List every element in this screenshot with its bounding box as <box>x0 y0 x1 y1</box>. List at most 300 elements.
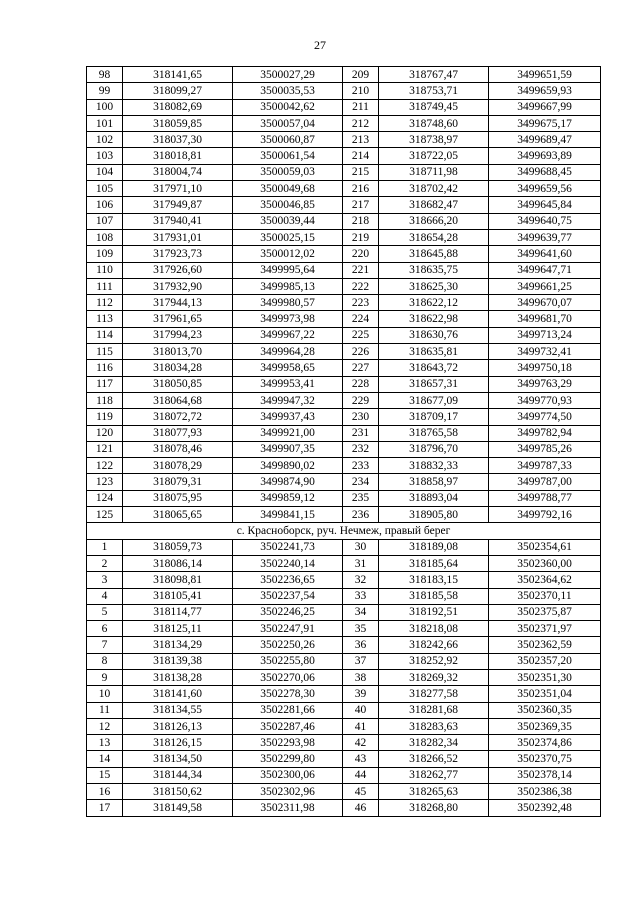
x-coordinate: 318635,75 <box>379 262 489 278</box>
x-coordinate: 318643,72 <box>379 360 489 376</box>
point-number: 119 <box>87 409 123 425</box>
x-coordinate: 318086,14 <box>123 555 233 571</box>
y-coordinate: 3499763,29 <box>489 376 601 392</box>
y-coordinate: 3499859,12 <box>233 490 343 506</box>
x-coordinate: 317923,73 <box>123 246 233 262</box>
point-number: 230 <box>343 409 379 425</box>
point-number: 43 <box>343 751 379 767</box>
y-coordinate: 3499907,35 <box>233 441 343 457</box>
table-row <box>87 637 601 653</box>
point-number: 101 <box>87 115 123 131</box>
y-coordinate: 3502299,80 <box>233 751 343 767</box>
point-number: 217 <box>343 197 379 213</box>
point-number: 14 <box>87 751 123 767</box>
point-number: 226 <box>343 344 379 360</box>
y-coordinate: 3502370,11 <box>489 588 601 604</box>
point-number: 13 <box>87 735 123 751</box>
x-coordinate: 317944,13 <box>123 295 233 311</box>
y-coordinate: 3499659,56 <box>489 181 601 197</box>
x-coordinate: 318064,68 <box>123 392 233 408</box>
point-number: 216 <box>343 181 379 197</box>
x-coordinate: 318281,68 <box>379 702 489 718</box>
table-row <box>87 392 601 408</box>
point-number: 229 <box>343 392 379 408</box>
section-header-block <box>87 523 601 539</box>
point-number: 111 <box>87 278 123 294</box>
x-coordinate: 318677,09 <box>379 392 489 408</box>
x-coordinate: 318738,97 <box>379 132 489 148</box>
y-coordinate: 3499788,77 <box>489 490 601 506</box>
y-coordinate: 3500025,15 <box>233 229 343 245</box>
x-coordinate: 318796,70 <box>379 441 489 457</box>
x-coordinate: 318082,69 <box>123 99 233 115</box>
y-coordinate: 3502246,25 <box>233 604 343 620</box>
point-number: 34 <box>343 604 379 620</box>
y-coordinate: 3502360,00 <box>489 555 601 571</box>
table-row <box>87 507 601 523</box>
point-number: 232 <box>343 441 379 457</box>
x-coordinate: 318072,72 <box>123 409 233 425</box>
table-row <box>87 588 601 604</box>
point-number: 214 <box>343 148 379 164</box>
point-number: 42 <box>343 735 379 751</box>
x-coordinate: 318666,20 <box>379 213 489 229</box>
table-row <box>87 653 601 669</box>
table-row <box>87 751 601 767</box>
y-coordinate: 3499921,00 <box>233 425 343 441</box>
x-coordinate: 318767,47 <box>379 67 489 83</box>
table-row <box>87 327 601 343</box>
x-coordinate: 318268,80 <box>379 800 489 816</box>
point-number: 31 <box>343 555 379 571</box>
y-coordinate: 3502364,62 <box>489 572 601 588</box>
x-coordinate: 318682,47 <box>379 197 489 213</box>
x-coordinate: 318134,50 <box>123 751 233 767</box>
y-coordinate: 3499874,90 <box>233 474 343 490</box>
table-row <box>87 490 601 506</box>
table-row <box>87 278 601 294</box>
point-number: 33 <box>343 588 379 604</box>
y-coordinate: 3502311,98 <box>233 800 343 816</box>
point-number: 40 <box>343 702 379 718</box>
point-number: 46 <box>343 800 379 816</box>
y-coordinate: 3502369,35 <box>489 718 601 734</box>
y-coordinate: 3499645,84 <box>489 197 601 213</box>
coordinates-table <box>86 66 601 817</box>
x-coordinate: 318905,80 <box>379 507 489 523</box>
x-coordinate: 318059,85 <box>123 115 233 131</box>
x-coordinate: 318753,71 <box>379 83 489 99</box>
y-coordinate: 3499688,45 <box>489 164 601 180</box>
point-number: 110 <box>87 262 123 278</box>
y-coordinate: 3500046,85 <box>233 197 343 213</box>
x-coordinate: 318832,33 <box>379 458 489 474</box>
y-coordinate: 3499667,99 <box>489 99 601 115</box>
y-coordinate: 3499980,57 <box>233 295 343 311</box>
y-coordinate: 3499659,93 <box>489 83 601 99</box>
x-coordinate: 318622,12 <box>379 295 489 311</box>
point-number: 36 <box>343 637 379 653</box>
table-row <box>87 376 601 392</box>
y-coordinate: 3499953,41 <box>233 376 343 392</box>
point-number: 225 <box>343 327 379 343</box>
table-row <box>87 767 601 783</box>
point-number: 211 <box>343 99 379 115</box>
point-number: 35 <box>343 621 379 637</box>
x-coordinate: 318625,30 <box>379 278 489 294</box>
y-coordinate: 3502302,96 <box>233 784 343 800</box>
x-coordinate: 318059,73 <box>123 539 233 555</box>
table-row <box>87 181 601 197</box>
y-coordinate: 3499973,98 <box>233 311 343 327</box>
x-coordinate: 318105,41 <box>123 588 233 604</box>
x-coordinate: 317926,60 <box>123 262 233 278</box>
x-coordinate: 318138,28 <box>123 669 233 685</box>
x-coordinate: 318654,28 <box>379 229 489 245</box>
point-number: 104 <box>87 164 123 180</box>
y-coordinate: 3500039,44 <box>233 213 343 229</box>
x-coordinate: 318893,04 <box>379 490 489 506</box>
y-coordinate: 3502247,91 <box>233 621 343 637</box>
table-row <box>87 702 601 718</box>
x-coordinate: 318183,15 <box>379 572 489 588</box>
x-coordinate: 318018,81 <box>123 148 233 164</box>
y-coordinate: 3499785,26 <box>489 441 601 457</box>
table-row <box>87 83 601 99</box>
x-coordinate: 318630,76 <box>379 327 489 343</box>
x-coordinate: 318252,92 <box>379 653 489 669</box>
y-coordinate: 3502300,06 <box>233 767 343 783</box>
x-coordinate: 318858,97 <box>379 474 489 490</box>
point-number: 8 <box>87 653 123 669</box>
point-number: 112 <box>87 295 123 311</box>
table-row <box>87 572 601 588</box>
y-coordinate: 3499639,77 <box>489 229 601 245</box>
point-number: 109 <box>87 246 123 262</box>
y-coordinate: 3500059,03 <box>233 164 343 180</box>
y-coordinate: 3499787,33 <box>489 458 601 474</box>
x-coordinate: 318282,34 <box>379 735 489 751</box>
x-coordinate: 318037,30 <box>123 132 233 148</box>
x-coordinate: 318125,11 <box>123 621 233 637</box>
y-coordinate: 3499661,25 <box>489 278 601 294</box>
point-number: 17 <box>87 800 123 816</box>
y-coordinate: 3499681,70 <box>489 311 601 327</box>
table-row <box>87 555 601 571</box>
y-coordinate: 3500061,54 <box>233 148 343 164</box>
y-coordinate: 3502237,54 <box>233 588 343 604</box>
y-coordinate: 3500035,53 <box>233 83 343 99</box>
y-coordinate: 3502386,38 <box>489 784 601 800</box>
y-coordinate: 3502374,86 <box>489 735 601 751</box>
point-number: 219 <box>343 229 379 245</box>
y-coordinate: 3500057,04 <box>233 115 343 131</box>
point-number: 16 <box>87 784 123 800</box>
table-row <box>87 735 601 751</box>
point-number: 6 <box>87 621 123 637</box>
table-row <box>87 800 601 816</box>
y-coordinate: 3502357,20 <box>489 653 601 669</box>
table-row <box>87 425 601 441</box>
table-row <box>87 360 601 376</box>
y-coordinate: 3499985,13 <box>233 278 343 294</box>
point-number: 123 <box>87 474 123 490</box>
table-row <box>87 262 601 278</box>
x-coordinate: 318004,74 <box>123 164 233 180</box>
table-row <box>87 539 601 555</box>
y-coordinate: 3502287,46 <box>233 718 343 734</box>
x-coordinate: 318185,58 <box>379 588 489 604</box>
x-coordinate: 318262,77 <box>379 767 489 783</box>
point-number: 227 <box>343 360 379 376</box>
table-row <box>87 148 601 164</box>
y-coordinate: 3499640,75 <box>489 213 601 229</box>
point-number: 210 <box>343 83 379 99</box>
table-row <box>87 686 601 702</box>
y-coordinate: 3502281,66 <box>233 702 343 718</box>
point-number: 10 <box>87 686 123 702</box>
y-coordinate: 3499890,02 <box>233 458 343 474</box>
y-coordinate: 3502360,35 <box>489 702 601 718</box>
y-coordinate: 3499947,32 <box>233 392 343 408</box>
point-number: 12 <box>87 718 123 734</box>
x-coordinate: 318189,08 <box>379 539 489 555</box>
section-title: с. Красноборск, руч. Нечмеж, правый берег <box>87 523 601 539</box>
y-coordinate: 3499750,18 <box>489 360 601 376</box>
table-row <box>87 132 601 148</box>
x-coordinate: 318013,70 <box>123 344 233 360</box>
point-number: 99 <box>87 83 123 99</box>
table-row <box>87 99 601 115</box>
x-coordinate: 318218,08 <box>379 621 489 637</box>
y-coordinate: 3502362,59 <box>489 637 601 653</box>
point-number: 15 <box>87 767 123 783</box>
x-coordinate: 318748,60 <box>379 115 489 131</box>
table-row <box>87 67 601 83</box>
y-coordinate: 3502351,04 <box>489 686 601 702</box>
y-coordinate: 3500012,02 <box>233 246 343 262</box>
x-coordinate: 318657,31 <box>379 376 489 392</box>
point-number: 105 <box>87 181 123 197</box>
table-row <box>87 213 601 229</box>
x-coordinate: 318277,58 <box>379 686 489 702</box>
y-coordinate: 3499792,16 <box>489 507 601 523</box>
point-number: 7 <box>87 637 123 653</box>
point-number: 32 <box>343 572 379 588</box>
y-coordinate: 3499689,47 <box>489 132 601 148</box>
y-coordinate: 3499995,64 <box>233 262 343 278</box>
y-coordinate: 3499693,89 <box>489 148 601 164</box>
x-coordinate: 318635,81 <box>379 344 489 360</box>
y-coordinate: 3499713,24 <box>489 327 601 343</box>
x-coordinate: 318126,13 <box>123 718 233 734</box>
table-row <box>87 604 601 620</box>
point-number: 107 <box>87 213 123 229</box>
x-coordinate: 318078,29 <box>123 458 233 474</box>
y-coordinate: 3499647,71 <box>489 262 601 278</box>
y-coordinate: 3499670,07 <box>489 295 601 311</box>
x-coordinate: 318709,17 <box>379 409 489 425</box>
point-number: 118 <box>87 392 123 408</box>
x-coordinate: 318711,98 <box>379 164 489 180</box>
x-coordinate: 318141,65 <box>123 67 233 83</box>
x-coordinate: 317961,65 <box>123 311 233 327</box>
x-coordinate: 318139,38 <box>123 653 233 669</box>
point-number: 2 <box>87 555 123 571</box>
point-number: 102 <box>87 132 123 148</box>
x-coordinate: 318242,66 <box>379 637 489 653</box>
x-coordinate: 318065,65 <box>123 507 233 523</box>
x-coordinate: 317949,87 <box>123 197 233 213</box>
point-number: 228 <box>343 376 379 392</box>
y-coordinate: 3502378,14 <box>489 767 601 783</box>
x-coordinate: 318265,63 <box>379 784 489 800</box>
x-coordinate: 318077,93 <box>123 425 233 441</box>
x-coordinate: 318114,77 <box>123 604 233 620</box>
coordinates-block-a <box>87 67 601 523</box>
x-coordinate: 318050,85 <box>123 376 233 392</box>
point-number: 39 <box>343 686 379 702</box>
x-coordinate: 317971,10 <box>123 181 233 197</box>
y-coordinate: 3502293,98 <box>233 735 343 751</box>
y-coordinate: 3499787,00 <box>489 474 601 490</box>
point-number: 114 <box>87 327 123 343</box>
y-coordinate: 3502375,87 <box>489 604 601 620</box>
point-number: 231 <box>343 425 379 441</box>
y-coordinate: 3500060,87 <box>233 132 343 148</box>
table-row <box>87 458 601 474</box>
table-row <box>87 409 601 425</box>
y-coordinate: 3502255,80 <box>233 653 343 669</box>
y-coordinate: 3502270,06 <box>233 669 343 685</box>
table-row <box>87 474 601 490</box>
point-number: 41 <box>343 718 379 734</box>
table-row <box>87 295 601 311</box>
x-coordinate: 317994,23 <box>123 327 233 343</box>
point-number: 106 <box>87 197 123 213</box>
point-number: 116 <box>87 360 123 376</box>
y-coordinate: 3500049,68 <box>233 181 343 197</box>
x-coordinate: 318149,58 <box>123 800 233 816</box>
point-number: 223 <box>343 295 379 311</box>
x-coordinate: 318078,46 <box>123 441 233 457</box>
x-coordinate: 318134,29 <box>123 637 233 653</box>
x-coordinate: 318185,64 <box>379 555 489 571</box>
point-number: 221 <box>343 262 379 278</box>
y-coordinate: 3499964,28 <box>233 344 343 360</box>
x-coordinate: 318765,58 <box>379 425 489 441</box>
x-coordinate: 318266,52 <box>379 751 489 767</box>
table-row <box>87 669 601 685</box>
y-coordinate: 3499675,17 <box>489 115 601 131</box>
x-coordinate: 318722,05 <box>379 148 489 164</box>
point-number: 122 <box>87 458 123 474</box>
x-coordinate: 318126,15 <box>123 735 233 751</box>
point-number: 222 <box>343 278 379 294</box>
table-row <box>87 115 601 131</box>
y-coordinate: 3499841,15 <box>233 507 343 523</box>
x-coordinate: 318283,63 <box>379 718 489 734</box>
y-coordinate: 3502351,30 <box>489 669 601 685</box>
point-number: 121 <box>87 441 123 457</box>
table-row <box>87 311 601 327</box>
table-row <box>87 246 601 262</box>
point-number: 38 <box>343 669 379 685</box>
y-coordinate: 3502240,14 <box>233 555 343 571</box>
table-row <box>87 164 601 180</box>
y-coordinate: 3502278,30 <box>233 686 343 702</box>
y-coordinate: 3499937,43 <box>233 409 343 425</box>
point-number: 125 <box>87 507 123 523</box>
y-coordinate: 3499770,93 <box>489 392 601 408</box>
table-row <box>87 229 601 245</box>
x-coordinate: 318075,95 <box>123 490 233 506</box>
point-number: 4 <box>87 588 123 604</box>
coordinates-block-b <box>87 539 601 816</box>
y-coordinate: 3499967,22 <box>233 327 343 343</box>
x-coordinate: 318269,32 <box>379 669 489 685</box>
point-number: 30 <box>343 539 379 555</box>
point-number: 233 <box>343 458 379 474</box>
y-coordinate: 3499651,59 <box>489 67 601 83</box>
y-coordinate: 3499958,65 <box>233 360 343 376</box>
point-number: 113 <box>87 311 123 327</box>
y-coordinate: 3499774,50 <box>489 409 601 425</box>
point-number: 215 <box>343 164 379 180</box>
point-number: 234 <box>343 474 379 490</box>
point-number: 5 <box>87 604 123 620</box>
x-coordinate: 318144,34 <box>123 767 233 783</box>
y-coordinate: 3499782,94 <box>489 425 601 441</box>
x-coordinate: 318079,31 <box>123 474 233 490</box>
point-number: 218 <box>343 213 379 229</box>
point-number: 100 <box>87 99 123 115</box>
x-coordinate: 318192,51 <box>379 604 489 620</box>
x-coordinate: 318134,55 <box>123 702 233 718</box>
point-number: 37 <box>343 653 379 669</box>
y-coordinate: 3500027,29 <box>233 67 343 83</box>
y-coordinate: 3502370,75 <box>489 751 601 767</box>
table-row <box>87 441 601 457</box>
y-coordinate: 3499641,60 <box>489 246 601 262</box>
x-coordinate: 318749,45 <box>379 99 489 115</box>
point-number: 108 <box>87 229 123 245</box>
table-row <box>87 718 601 734</box>
point-number: 44 <box>343 767 379 783</box>
y-coordinate: 3502392,48 <box>489 800 601 816</box>
point-number: 45 <box>343 784 379 800</box>
point-number: 235 <box>343 490 379 506</box>
table-row <box>87 197 601 213</box>
point-number: 236 <box>343 507 379 523</box>
y-coordinate: 3502236,65 <box>233 572 343 588</box>
point-number: 124 <box>87 490 123 506</box>
point-number: 117 <box>87 376 123 392</box>
x-coordinate: 318099,27 <box>123 83 233 99</box>
table-row <box>87 621 601 637</box>
x-coordinate: 318645,88 <box>379 246 489 262</box>
table-row <box>87 344 601 360</box>
y-coordinate: 3502250,26 <box>233 637 343 653</box>
y-coordinate: 3500042,62 <box>233 99 343 115</box>
point-number: 103 <box>87 148 123 164</box>
y-coordinate: 3502371,97 <box>489 621 601 637</box>
point-number: 3 <box>87 572 123 588</box>
point-number: 220 <box>343 246 379 262</box>
x-coordinate: 318098,81 <box>123 572 233 588</box>
point-number: 213 <box>343 132 379 148</box>
y-coordinate: 3502241,73 <box>233 539 343 555</box>
